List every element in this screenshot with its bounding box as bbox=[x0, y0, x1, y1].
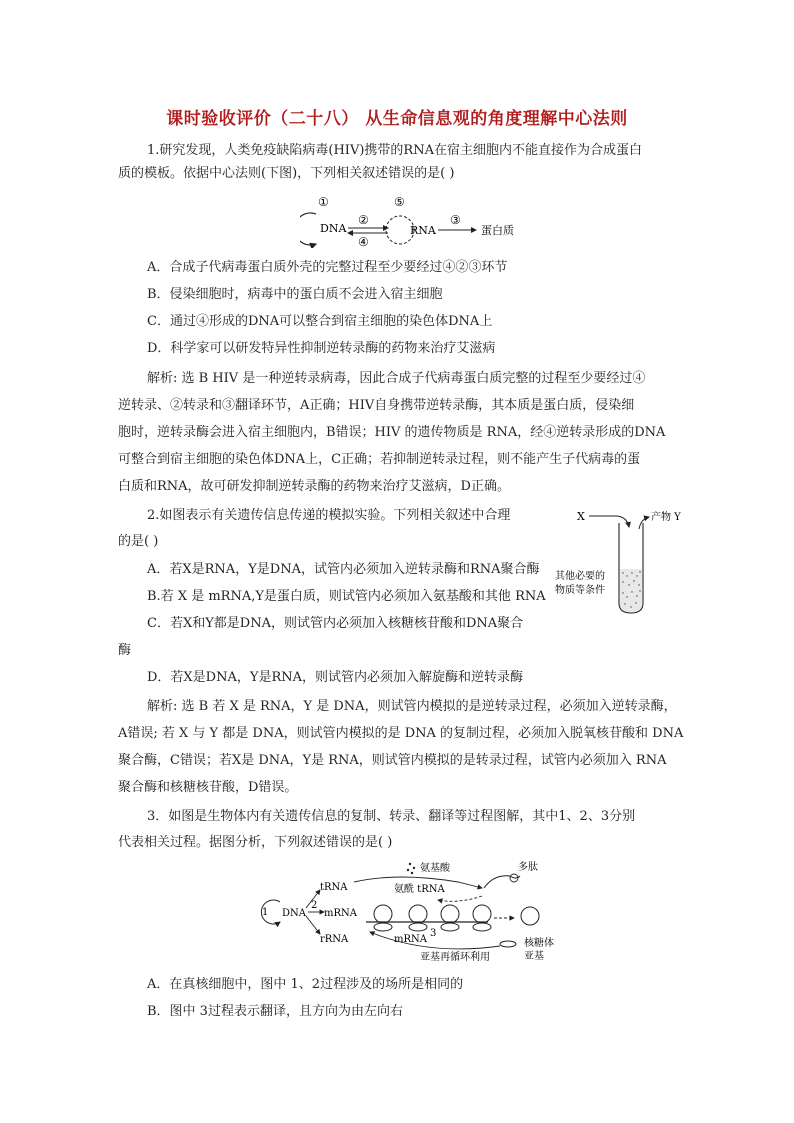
q3-gene-expression-diagram bbox=[258, 858, 568, 968]
q2-output-arrow bbox=[639, 517, 649, 529]
q3-option-a: A．在真核细胞中，图中 1、2过程涉及的场所是相同的 bbox=[147, 977, 464, 992]
q2-analysis-line: A错误; 若 X 与 Y 都是 DNA，则试管内模拟的是 DNA 的复制过程，必须加入脱氧核苷酸和 DNA bbox=[118, 726, 684, 741]
q1-option-d: D．科学家可以研发特异性抑制逆转录酶的药物来治疗艾滋病 bbox=[147, 341, 496, 356]
q3-label-1: 1 bbox=[262, 907, 269, 918]
q3-trna-release-arrow bbox=[438, 896, 482, 901]
q2-liquid bbox=[620, 569, 643, 612]
q2-analysis-line: 聚合酶，C错误；若X是 DNA，Y是 RNA，则试管内模拟的是转录过程，试管内必须加入 RNA bbox=[118, 753, 667, 768]
q3-trna-label: tRNA bbox=[320, 882, 348, 893]
q1-stem-line: 质的模板。依据中心法则(下图)，下列相关叙述错误的是( ) bbox=[118, 166, 455, 181]
q3-mrna-label: mRNA bbox=[324, 908, 357, 919]
q1-protein-label: 蛋白质 bbox=[481, 224, 514, 237]
q3-option-b: B．图中 3过程表示翻译，且方向为由左向右 bbox=[147, 1004, 403, 1019]
q3-arrow-rrna bbox=[306, 916, 320, 934]
q3-free-large-subunit bbox=[521, 907, 539, 925]
q3-rrna-label: rRNA bbox=[320, 934, 349, 945]
q2-analysis-line: 解析: 选 B 若 X 是 RNA，Y 是 DNA，则试管内模拟的是逆转录过程，必须加入逆转录酶， bbox=[147, 699, 677, 714]
q1-label-1: ① bbox=[318, 195, 329, 209]
q2-test-tube-diagram bbox=[555, 503, 695, 618]
q3-ribosome-label: 核糖体 bbox=[524, 938, 554, 949]
q1-label-3: ③ bbox=[450, 213, 461, 227]
q2-x-label: X bbox=[577, 510, 585, 523]
q3-recycle-label: 亚基再循环利用 bbox=[420, 952, 490, 963]
q2-option-c-continued: 酶 bbox=[118, 643, 132, 658]
q1-analysis-line: 胞时，逆转录酶会进入宿主细胞内，B错误；HIV 的遗传物质是 RNA，经④逆转录形成的DNA bbox=[118, 425, 666, 440]
q1-option-b: B．侵染细胞时，病毒中的蛋白质不会进入宿主细胞 bbox=[147, 287, 443, 302]
q3-aminoacyl-trna-label: 氨酰 tRNA bbox=[394, 884, 445, 895]
q3-label-2: 2 bbox=[311, 900, 318, 911]
q2-condition-label: 物质等条件 bbox=[555, 585, 605, 596]
q3-stem-line: 3．如图是生物体内有关遗传信息的复制、转录、翻译等过程图解，其中1、2、3分别 bbox=[147, 809, 636, 824]
q1-stem-line: 1.研究发现，人类免疫缺陷病毒(HIV)携带的RNA在宿主细胞内不能直接作为合成蛋白 bbox=[147, 143, 642, 158]
q1-analysis-line: 解析: 选 B HIV 是一种逆转录病毒，因此合成子代病毒蛋白质完整的过程至少要经过④ bbox=[147, 371, 646, 386]
q3-peptide-label: 多肽 bbox=[518, 862, 538, 873]
q2-stem-line: 的是( ) bbox=[118, 534, 159, 549]
q2-option-b: B.若 X 是 mRNA,Y是蛋白质，则试管内必须加入氨基酸和其他 RNA bbox=[147, 589, 546, 604]
q1-label-5: ⑤ bbox=[394, 195, 405, 209]
q1-central-dogma-diagram bbox=[300, 192, 530, 248]
q3-amino-acid-label: 氨基酸 bbox=[420, 863, 450, 874]
q1-label-2: ② bbox=[358, 213, 369, 227]
q1-option-c: C．通过④形成的DNA可以整合到宿主细胞的染色体DNA上 bbox=[147, 314, 493, 329]
q3-stem-line: 代表相关过程。据图分析，下列叙述错误的是( ) bbox=[118, 835, 393, 850]
q1-analysis-line: 白质和RNA，故可研发抑制逆转录酶的药物来治疗艾滋病，D正确。 bbox=[118, 479, 510, 494]
page-title: 课时验收评价（二十八） 从生命信息观的角度理解中心法则 bbox=[166, 109, 628, 129]
q2-option-d: D．若X是DNA，Y是RNA，则试管内必须加入解旋酶和逆转录酶 bbox=[147, 670, 523, 685]
q1-analysis-line: 可整合到宿主细胞的染色体DNA上，C正确；若抑制逆转录过程，则不能产生子代病毒的蛋 bbox=[118, 452, 641, 467]
q2-condition-label: 其他必要的 bbox=[555, 571, 605, 582]
q2-option-a: A．若X是RNA，Y是DNA，试管内必须加入逆转录酶和RNA聚合酶 bbox=[147, 562, 540, 577]
q3-label-3: 3 bbox=[430, 928, 437, 939]
q3-amino-acid-dots bbox=[407, 863, 415, 874]
q1-option-a: A．合成子代病毒蛋白质外壳的完整过程至少要经过④②③环节 bbox=[147, 260, 508, 275]
q2-input-arrow bbox=[589, 516, 629, 527]
q3-mrna-bottom-label: mRNA bbox=[394, 934, 427, 945]
q1-replication-arc bbox=[300, 213, 316, 245]
q1-analysis-line: 逆转录、②转录和③翻译环节，A正确；HIV自身携带逆转录酶，其本质是蛋白质，侵染细 bbox=[118, 398, 635, 413]
q3-dna-label: DNA bbox=[282, 908, 306, 919]
q3-free-small-subunit bbox=[500, 941, 516, 947]
q1-dna-label: DNA bbox=[320, 222, 347, 235]
q2-option-c: C．若X和Y都是DNA，则试管内必须加入核糖核苷酸和DNA聚合 bbox=[147, 616, 524, 631]
q1-rna-label: RNA bbox=[410, 224, 436, 237]
q3-subunit-label: 亚基 bbox=[524, 951, 544, 962]
q2-y-label: 产物 Y bbox=[651, 512, 681, 523]
q2-analysis-line: 聚合酶和核糖核苷酸，D错误。 bbox=[118, 780, 298, 795]
q1-label-4: ④ bbox=[358, 235, 369, 248]
q2-stem-line: 2.如图表示有关遗传信息传递的模拟实验。下列相关叙述中合理 bbox=[147, 508, 511, 523]
